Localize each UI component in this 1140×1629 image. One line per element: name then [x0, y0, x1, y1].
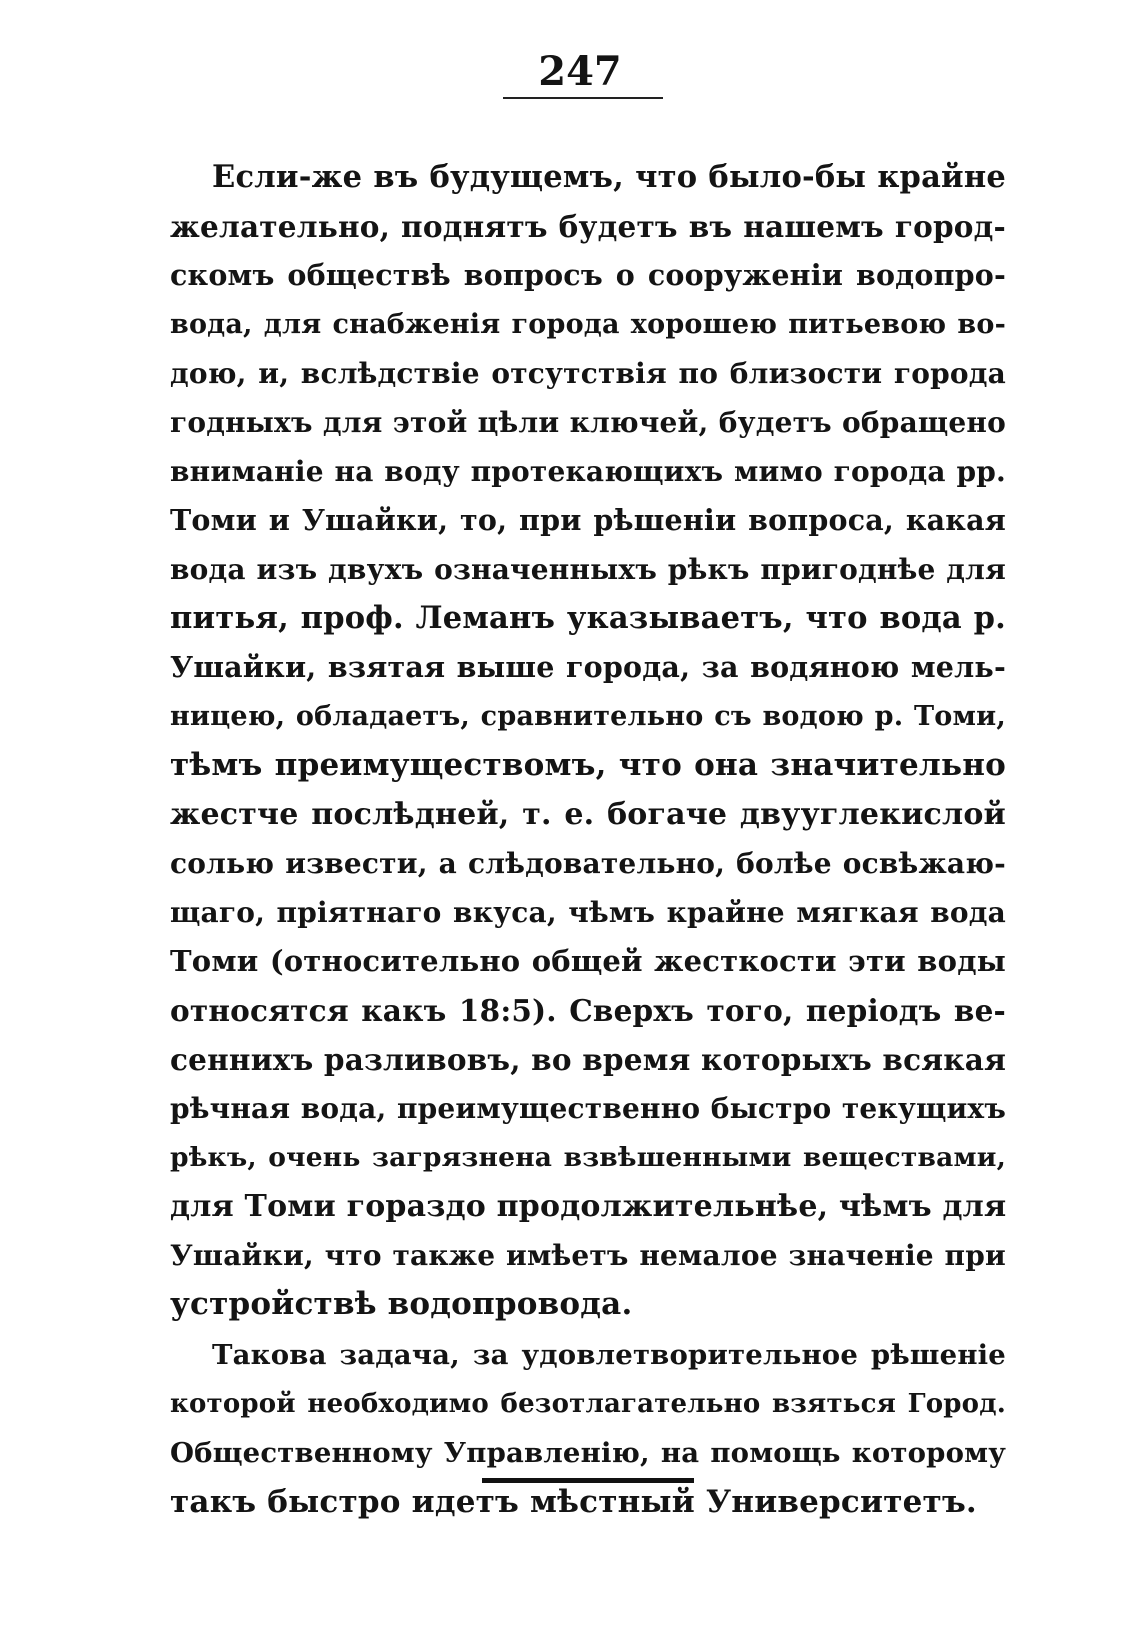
paragraph-2: [170, 1331, 1006, 1527]
text-line: Общественному Управленію, на помощь которому: [170, 1437, 1006, 1469]
text-line: щаго, пріятнаго вкуса, чѣмъ крайне мягкая вода: [170, 896, 1006, 929]
text-line: для Томи гораздо продолжительнѣе, чѣмъ для: [170, 1189, 1007, 1224]
text-line: рѣкъ, очень загрязнена взвѣшенными веществами,: [170, 1142, 1006, 1173]
text-line: скомъ обществѣ вопросъ о сооруженіи водопро-: [170, 258, 1006, 292]
text-line: тѣмъ преимуществомъ, что она значительно: [170, 747, 1006, 783]
text-line: солью извести, а слѣдовательно, болѣе освѣжаю-: [170, 847, 1006, 880]
text-line: Ушайки, что также имѣетъ немалое значеніе при: [170, 1239, 1006, 1272]
text-line: вода, для снабженія города хорошею питьевою во-: [170, 309, 1006, 340]
text-line: годныхъ для этой цѣли ключей, будетъ обращено: [170, 406, 1006, 439]
text-line: питья, проф. Леманъ указываетъ, что вода р.: [170, 600, 1006, 636]
end-rule: [482, 1478, 694, 1483]
text-line: дою, и, вслѣдствіе отсутствія по близости города: [170, 357, 1006, 390]
text-line: Томи (относительно общей жесткости эти воды: [170, 944, 1006, 978]
text-line: вода изъ двухъ означенныхъ рѣкъ пригоднѣе для: [170, 553, 1006, 586]
text-line: устройствѣ водопровода.: [170, 1286, 633, 1322]
text-line: ницею, обладаетъ, сравнительно съ водою р. Томи,: [170, 701, 1006, 732]
text-line: Такова задача, за удовлетворительное рѣшеніе: [212, 1339, 1006, 1371]
text-line: вниманіе на воду протекающихъ мимо города рр.: [170, 455, 1006, 488]
text-line: жестче послѣдней, т. е. богаче двууглекислой: [170, 797, 1006, 832]
header-rule: [503, 97, 663, 99]
text-line: которой необходимо безотлагательно взяться Город.: [170, 1389, 1006, 1419]
body-text: [170, 153, 1006, 1527]
text-line: сеннихъ разливовъ, во время которыхъ всякая: [170, 1042, 1007, 1077]
text-line: рѣчная вода, преимущественно быстро текущихъ: [170, 1092, 1006, 1125]
text-line: такъ быстро идетъ мѣстный Университетъ.: [170, 1484, 977, 1520]
text-line: относятся какъ 18:5). Сверхъ того, періодъ ве-: [170, 993, 1006, 1028]
page-number: 247: [538, 48, 622, 95]
text-line: Ушайки, взятая выше города, за водяною мель-: [170, 650, 1006, 684]
paragraph-1: [170, 153, 1006, 1329]
text-line: желательно, поднятъ будетъ въ нашемъ город-: [170, 209, 1006, 244]
text-line: Если-же въ будущемъ, что было-бы крайне: [212, 159, 1006, 195]
text-line: Томи и Ушайки, то, при рѣшеніи вопроса, какая: [170, 503, 1006, 537]
